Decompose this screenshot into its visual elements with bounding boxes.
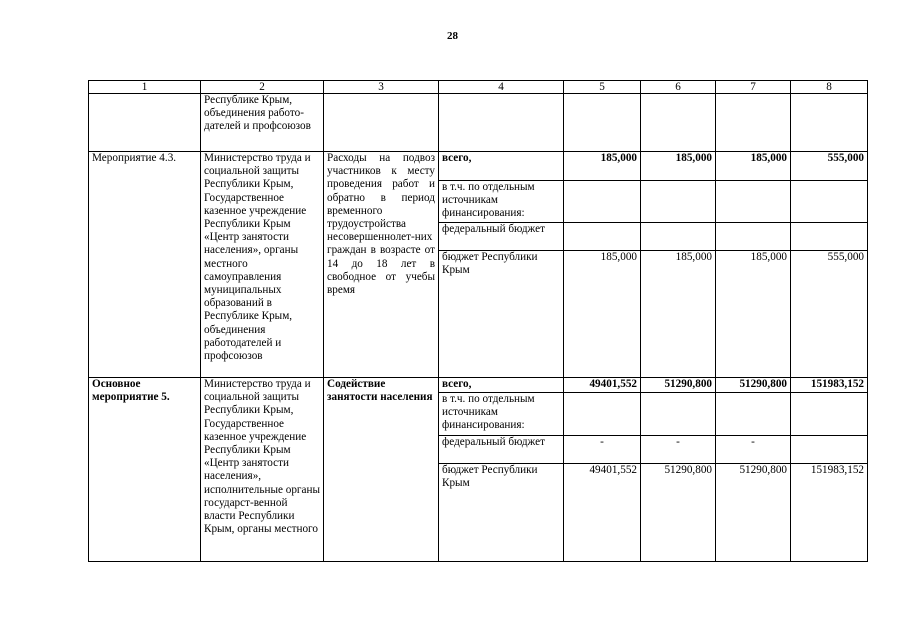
source-cell: в т.ч. по отдельным источникам финансирования: <box>439 181 564 223</box>
value-cell: 51290,800 <box>716 464 791 562</box>
executors-cell: Министерство труда и социальной защиты Республики Крым, Государственное казенное учреждение Республики Крым «Центр занятости населения», органы местного самоуправления муниципальных образований в Республике Крым, объединения работодателей и профсоюзов <box>201 152 324 378</box>
column-header: 7 <box>716 81 791 94</box>
value-cell: 185,000 <box>564 251 641 378</box>
measure-name-cell: Основное мероприятие 5. <box>89 378 201 562</box>
executors-cell: Республике Крым, объединения работо-дателей и профсоюзов <box>201 94 324 152</box>
source-cell: всего, <box>439 152 564 181</box>
column-header: 6 <box>641 81 716 94</box>
value-cell: 555,000 <box>791 152 868 181</box>
value-cell <box>791 393 868 436</box>
value-cell: 51290,800 <box>716 378 791 393</box>
value-cell <box>716 393 791 436</box>
value-cell: 185,000 <box>641 152 716 181</box>
value-cell: 51290,800 <box>641 464 716 562</box>
source-cell: федеральный бюджет <box>439 436 564 464</box>
table-row <box>89 152 868 181</box>
table-row <box>89 378 868 393</box>
column-header: 5 <box>564 81 641 94</box>
value-cell: 51290,800 <box>641 378 716 393</box>
source-cell: в т.ч. по отдельным источникам финансирования: <box>439 393 564 436</box>
description-cell: Содействие занятости населения <box>324 378 439 562</box>
column-header: 4 <box>439 81 564 94</box>
column-header: 3 <box>324 81 439 94</box>
value-cell <box>641 393 716 436</box>
source-cell: бюджет Республики Крым <box>439 464 564 562</box>
value-cell: - <box>716 436 791 464</box>
column-header: 1 <box>89 81 201 94</box>
value-cell: 555,000 <box>791 251 868 378</box>
value-cell <box>641 181 716 223</box>
column-header: 8 <box>791 81 868 94</box>
value-cell: 185,000 <box>564 152 641 181</box>
description-cell: Расходы на подвоз участников к месту проведения работ и обратно в период временного трудоустройства несовершеннолет-них граждан в возрасте от 14 до 18 лет в свободное от учебы время <box>324 152 439 378</box>
measure-name-cell: Мероприятие 4.3. <box>89 152 201 378</box>
source-cell: всего, <box>439 378 564 393</box>
value-cell: 185,000 <box>716 152 791 181</box>
value-cell: 185,000 <box>641 251 716 378</box>
table-header-row <box>89 81 868 94</box>
value-cell <box>564 393 641 436</box>
value-cell: - <box>641 436 716 464</box>
value-cell <box>791 181 868 223</box>
value-cell: 185,000 <box>716 251 791 378</box>
page-number: 28 <box>447 30 458 42</box>
source-cell: федеральный бюджет <box>439 223 564 251</box>
value-cell <box>791 436 868 464</box>
value-cell <box>564 223 641 251</box>
value-cell: 151983,152 <box>791 378 868 393</box>
value-cell <box>716 223 791 251</box>
column-header: 2 <box>201 81 324 94</box>
value-cell <box>641 223 716 251</box>
value-cell <box>791 223 868 251</box>
financing-table <box>88 80 868 562</box>
value-cell: 151983,152 <box>791 464 868 562</box>
table-row <box>89 94 868 152</box>
value-cell: 49401,552 <box>564 378 641 393</box>
value-cell: 49401,552 <box>564 464 641 562</box>
value-cell: - <box>564 436 641 464</box>
executors-cell: Министерство труда и социальной защиты Республики Крым, Государственное казенное учреждение Республики Крым «Центр занятости населения», исполнительные органы государст-венной власти Республики Крым, органы местного <box>201 378 324 562</box>
value-cell <box>716 181 791 223</box>
source-cell: бюджет Республики Крым <box>439 251 564 378</box>
value-cell <box>564 181 641 223</box>
